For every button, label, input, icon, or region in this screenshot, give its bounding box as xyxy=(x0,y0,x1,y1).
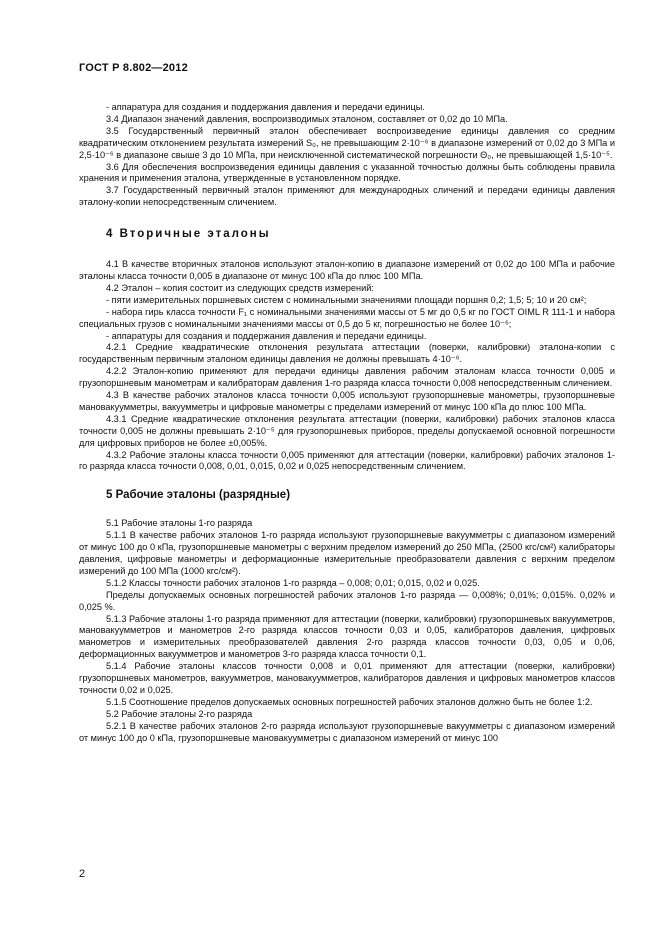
paragraph: 3.5 Государственный первичный эталон обеспечивает воспроизведение единицы давления со средним квадратическим отклонением результата измерений S₀, не превышающим 2·10⁻⁶ в диапазоне измерений от 0,02 до 3 МПа и 2,5·10⁻⁶ в диапазоне свыше 3 до 10 МПа, при неисключенной систематической погрешности Θ₀, не превышающей 1,5·10⁻⁵. xyxy=(79,125,615,160)
paragraph: 4.3.1 Средние квадратические отклонения результата аттестации (поверки, калибровки) рабочих эталонов класса точности 0,005 не должны превышать 2·10⁻⁵ для грузопоршневых приборов, пределы допускаемой основной погрешности для цифровых приборов не более ±0,005%. xyxy=(79,413,615,448)
paragraph: 5.1.4 Рабочие эталоны классов точности 0,008 и 0,01 применяют для аттестации (поверки, калибровки) грузопоршневых манометров, вакуумметров, мановакуумметров, калибраторов давления и цифровых манометров классов точности 0,02 и 0,025. xyxy=(79,661,615,695)
document-body xyxy=(79,102,615,745)
subsection-heading: 5.1 Рабочие эталоны 1-го разряда xyxy=(106,518,253,529)
paragraph: 5.2.1 В качестве рабочих эталонов 2-го разряда используют грузопоршневые вакуумметры с диапазоном измерений от минус 100 до 0 кПа, грузопоршневые мановакуумметры с диапазоном измерений от минус 100 xyxy=(79,720,615,743)
paragraph: 5.1.3 Рабочие эталоны 1-го разряда применяют для аттестации (поверки, калибровки) грузопоршневых вакуумметров, мановакуумметров и манометров 2-го разряда классов точности 0,03 и 0,05, калибраторов давления, цифровых манометров и измерительных преобразователей давления 2-го разряда классов точности 0,03, 0,05 и 0,06, деформационных вакуумметров и манометров 3-го разряда класса точности 0,1. xyxy=(79,613,615,660)
list-item: - пяти измерительных поршневых систем с номинальными значениями площади поршня 0,2; 1,5; 5; 10 и 20 см²; xyxy=(106,294,587,305)
paragraph: 3.7 Государственный первичный эталон применяют для международных сличений и передачи единицы давления эталону-копии непосредственным сличением. xyxy=(79,185,615,208)
list-item: - набора гирь класса точности F₁ с номинальными значениями массы от 5 мг до 0,5 кг по ГОСТ OIML R 111-1 и набора специальных грузов с номинальными значениями массы от 0,5 до 5 кг, погрешностью не более 10⁻⁶; xyxy=(79,306,615,329)
paragraph: 5.1.1 В качестве рабочих эталонов 1-го разряда используют грузопоршневые вакуумметры с диапазоном измерений от минус 100 до 0 кПа, грузопоршневые манометры с верхним пределом измерений до 250 МПа, (2500 кгс/см²) калибраторы давления, цифровые манометры и деформационные измерительные преобразователи давления с верхним пределом измерений до 100 МПа (1000 кгс/см²). xyxy=(79,530,615,576)
paragraph: 5.1.5 Соотношение пределов допускаемых основных погрешностей рабочих эталонов должно быть не более 1:2. xyxy=(106,696,593,707)
section-heading: 4 Вторичные эталоны xyxy=(106,228,271,241)
paragraph: 4.1 В качестве вторичных эталонов используют эталон-копию в диапазоне измерений от 0,02 до 100 МПа и рабочие эталоны класса точности 0,005 в диапазоне от минус 100 кПа до плюс 100 МПа. xyxy=(79,259,615,281)
paragraph: 4.2.1 Средние квадратические отклонения результата аттестации (поверки, калибровки) эталона-копии с государственным первичным эталоном единицы давления не должны превышать 4·10⁻⁶. xyxy=(79,342,615,365)
document-header: ГОСТ Р 8.802—2012 xyxy=(79,62,188,74)
paragraph: 4.2 Эталон – копия состоит из следующих средств измерений: xyxy=(106,282,374,293)
paragraph: - аппаратура для создания и поддержания давления и передачи единицы. xyxy=(106,102,425,112)
paragraph: 4.2.2 Эталон-копию применяют для передачи единицы давления рабочим эталонам класса точности 0,005 и грузопоршневым манометрам и калибраторам давления 1-го разряда класса точности 0,008 непосредственным сличением. xyxy=(79,366,615,389)
paragraph: 3.6 Для обеспечения воспроизведения единицы давления с указанной точностью должны быть соблюдены правила хранения и применения эталона, утвержденные в установленном порядке. xyxy=(79,161,615,184)
paragraph: 3.4 Диапазон значений давления, воспроизводимых эталоном, составляет от 0,02 до 10 МПа. xyxy=(106,113,508,124)
paragraph: 4.3 В качестве рабочих эталонов класса точности 0,005 используют грузопоршневые манометры, грузопоршневые мановакуумметры, вакуумметры и цифровые манометры с пределами измерений от минус 100 кПа до плюс 100 МПа. xyxy=(79,390,615,412)
paragraph: 4.3.2 Рабочие эталоны класса точности 0,005 применяют для аттестации (поверки, калибровки) рабочих эталонов 1-го разряда класса точности 0,008, 0,01, 0,015, 0,02 и 0,025 непосредственным сличением. xyxy=(79,449,615,472)
paragraph: 5.1.2 Классы точности рабочих эталонов 1-го разряда – 0,008; 0,01; 0,015, 0,02 и 0,025. xyxy=(106,577,480,588)
section-heading: 5 Рабочие эталоны (разрядные) xyxy=(106,489,291,502)
subsection-heading: 5.2 Рабочие эталоны 2-го разряда xyxy=(106,708,253,719)
page-number: 2 xyxy=(79,868,86,880)
paragraph: Пределы допускаемых основных погрешностей рабочих эталонов 1-го разряда — 0,008%; 0,01%; 0,015%. 0,02% и 0,025 %. xyxy=(79,589,615,612)
list-item: - аппаратуры для создания и поддержания давления и передачи единицы. xyxy=(106,330,427,341)
